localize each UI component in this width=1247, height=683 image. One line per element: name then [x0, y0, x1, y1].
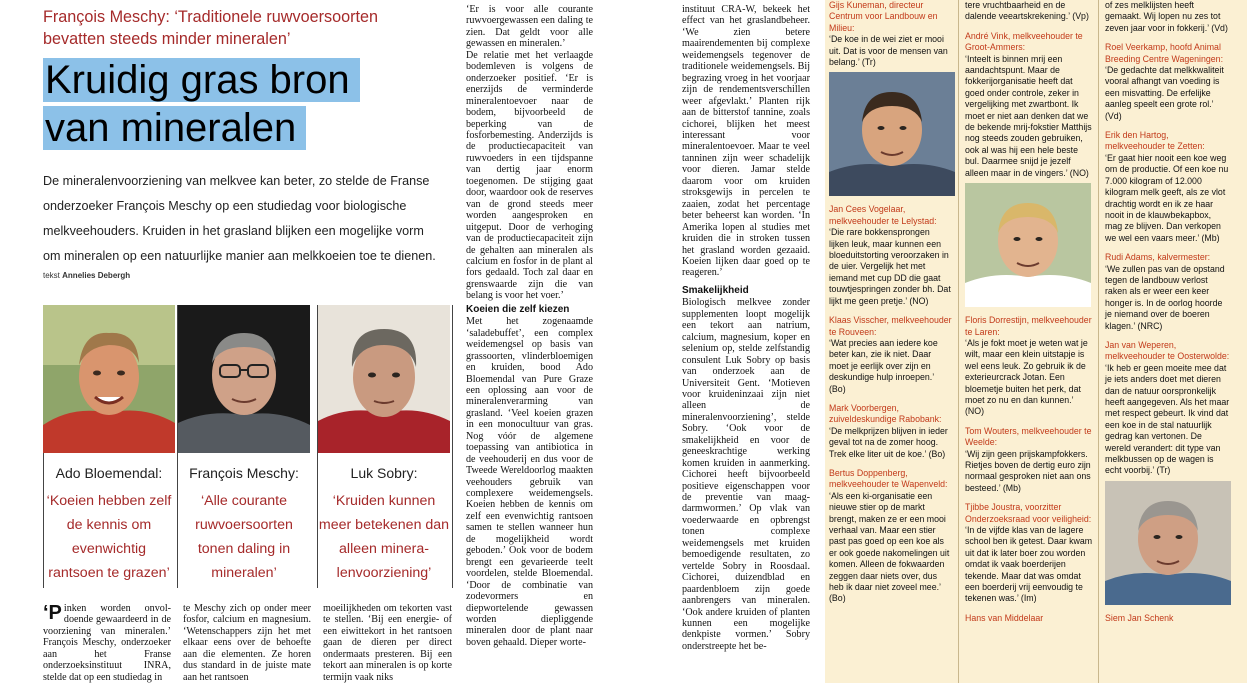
- quote-block: [829, 204, 952, 307]
- quote-speaker: Jan van Weperen, melkveehouder te Oosterwolde:: [1105, 339, 1230, 362]
- quote-speaker: Bertus Doppenberg, melkveehouder te Wapenveld:: [829, 467, 948, 490]
- quote-text: ‘We zullen pas van de opstand tegen de landbouw verlost raken als er weer een keer honger is. In de oorlog hoorde je niemand over de boeren klagen.’ (NRC): [1105, 263, 1225, 331]
- quotes-column-1: [829, 0, 952, 613]
- body-paragraph: ‘Er is voor alle courante ruwvoergewassen een daling te zien. Dat geldt voor alle gewassen en mineralen.’: [466, 4, 593, 50]
- quote-block: [965, 502, 1093, 605]
- quote-text: ‘Wat precies aan iedere koe beter kan, zie ik niet. Daar moet je eerlijk over zijn en deskundige hulp inroepen.’ (Bo): [829, 337, 938, 394]
- portrait-luk-sobry: [318, 305, 450, 588]
- byline-prefix: tekst: [43, 271, 60, 280]
- quote-text: ‘Als een ki-organisatie een nieuwe stier op de markt brengt, maken ze er een mooi verhaal van. Maar een stier past pas goed op een koe als er ook goede nakomelingen uit komen. Alleen de fokwaarden zeggen daar niets over, dus heb ik daar niet zoveel mee.’ (Bo): [829, 490, 950, 604]
- quote-text: ‘Die rare bokkensprongen lijken leuk, maar kunnen een bloeduitstorting veroorzaken in de uier. Vergelijk het met iemand met cup DD die gaat touwtjespringen zonder bh. Dat lijkt me geen pretje.’ (NO): [829, 227, 951, 306]
- speaker-photo: [1105, 481, 1231, 605]
- quote-speaker: Jan Cees Vogelaar, melkveehouder te Lelystad:: [829, 204, 937, 226]
- quote-speaker: Gijs Kuneman, directeur Centrum voor Landbouw en Milieu:: [829, 0, 938, 33]
- body-text: inken worden onvol-doende gewaardeerd in de voorziening van mineralen.’ François Meschy, onderzoeker aan het Franse onderzoeksinstituut INRA, stelde dat op een studiedag in: [43, 603, 171, 683]
- portrait-photo: [318, 305, 450, 453]
- quote-speaker: Floris Dorrestijn, melkveehouder te Laren:: [965, 315, 1092, 337]
- speaker-photo: [829, 72, 955, 196]
- quote-block: [829, 315, 952, 395]
- portrait-divider: [452, 305, 453, 588]
- body-column-5: [682, 4, 810, 652]
- quote-text: ‘Als je fokt moet je weten wat je wilt, maar een klein uitstapje is wel eens leuk. Zo gebruik ik de exterieurcrack Jotan. Een bloemetje buiten het perk, dat moet zo nu en dan kunnen.’ (NO): [965, 337, 1088, 417]
- dropcap: ‘P: [43, 602, 62, 624]
- section-heading: Koeien die zelf kiezen: [466, 303, 570, 315]
- quote-text: ‘De melkprijzen blijven in ieder geval tot na de zomer hoog. Trek elke liter uit de koe.’ (Bo): [829, 425, 948, 459]
- quote-text: ‘In de vijfde klas van de lagere school ben ik getest. Daar kwam uit dat ik later boer zou worden omdat ik vaak boerderijen tekende. Maar dat was omdat een boerderij vrij eenvoudig te tekenen was.’ (Im): [965, 525, 1093, 604]
- quote-block: [965, 315, 1093, 418]
- quote-block: [1105, 613, 1230, 624]
- portrait-quote: ‘Koeien hebben zelf de kennis om evenwichtig rantsoen te grazen’: [46, 493, 172, 581]
- quote-block: [1105, 130, 1230, 244]
- section-heading: Smakelijkheid: [682, 284, 749, 296]
- right-page: [642, 0, 1247, 683]
- quote-block: [965, 613, 1093, 624]
- quote-speaker: Tom Wouters, melkveehouder te Weelde:: [965, 425, 1092, 448]
- quote-speaker: Tjibbe Joustra, voorzitter Onderzoeksraad voor veiligheid:: [965, 502, 1092, 524]
- quote-text: ‘Wij zijn geen prijskampfokkers. Rietjes boven de dertig euro zijn normaal gesproken niet aan ons besteed.’ (Mb): [965, 448, 1091, 493]
- portrait-strip: [43, 305, 453, 588]
- portrait-quote: ‘Kruiden kunnen meer betekenen dan alleen minera-lenvoorziening’: [318, 493, 450, 581]
- portrait-photo: [178, 305, 310, 453]
- portrait-photo: [43, 305, 175, 453]
- body-paragraph: Met het zogenaamde ‘saladebuffet’, een complex weidemengsel op basis van grassoorten, vlinderbloemigen en kruiden, bood Ado Bloemendal van Pure Graze een oplossing aan voor de mineralenverarming van grasland. ‘Veel koeien grazen in een monocultuur van gras. Nog vóór de algemene toepassing van antibiotica in de veehouderij en dus voor de Tweede Wereldoorlog maakten veehouders gebruik van complexere weidemengsels. Koeien hebben de kennis om zelf een evenwichtig rantsoen samen te stellen wanneer hun de mogelijkheid wordt geboden.’ Ook voor de bodem brengt een gevarieerde teelt voordelen, stelde Bloemendal. ‘Door de combinatie van zodevormers en diepwortelende gewassen worden diepliggende mineralen door de plant naar boven gehaald. Dieper worte-: [466, 316, 593, 648]
- quote-text: ‘De koe in de wei ziet er mooi uit. Dat is voor de mensen van belang.’ (Tr): [829, 34, 948, 68]
- quote-block: [829, 0, 952, 196]
- body-column-1: [43, 603, 171, 683]
- article-intro: De mineralenvoorziening van melkvee kan beter, zo stelde de Franse onderzoeker François Meschy op een studiedag voor biologische melkveehouders. Kruiden in het grasland blijken een mogelijke vorm om mineralen op een natuurlijke manier aan melkkoeien toe te dienen.: [43, 174, 436, 263]
- quote-speaker: Erik den Hartog, melkveehouder te Zetten:: [1105, 130, 1205, 152]
- quote-text: ‘De gedachte dat melkkwaliteit vooral afhangt van voeding is een misvatting. De erfelijke aanleg speelt een grote rol.’ (Vd): [1105, 65, 1224, 121]
- portrait-name: Luk Sobry:: [350, 465, 418, 481]
- headline-line-1: Kruidig gras bron: [43, 58, 360, 102]
- quote-block: [965, 426, 1093, 494]
- article-headline: [43, 56, 393, 156]
- quote-text: ‘Inteelt is binnen mrij een aandachtspunt. Maar de fokkerijorganisatie heeft dat goed onder controle, zeker in vergelijking met zwartbont. Ik moet er niet aan denken dat we de bekende mrij-fokstier Matthijs nog steeds zouden gebruiken, ook al was hij een hele beste bul. Daarmee snijd je jezelf alleen maar in de vingers.’ (NO): [965, 53, 1092, 178]
- page-gutter: [612, 0, 642, 683]
- body-column-2: [183, 603, 311, 683]
- byline-author: Annelies Debergh: [62, 271, 131, 280]
- quote-block: [829, 468, 952, 605]
- quote-block: [829, 403, 952, 460]
- body-paragraph: instituut CRA-W, bekeek het effect van het graslandbeheer. ‘We zien betere maairendementen bij complexe weidemengsels tegenover de traditionele weidemengsels. Bij begrazing vroeg in het voorjaar zijn de rendementsverschillen weer afgevlakt.’ Planten rijk aan de bitterstof tannine, zoals cichorei, blijken het meest interessant voor mineralentoevoer. Maar te veel tanninen zijn weer schadelijk voor dieren. Jamar stelde daarom voor om kruiden stroksgewijs in percelen te zaaien, zodat het percentage beter beheerst kan worden. ‘In Amerika lopen al studies met kruiden die in stroken tussen het grasland worden gezaaid. Koeien lijken daar goed op te reageren.’: [682, 4, 810, 279]
- portrait-name: François Meschy:: [189, 465, 299, 481]
- quote-divider: [1098, 0, 1099, 683]
- quote-speaker: Mark Voorbergen, zuiveldeskundige Rabobank:: [829, 402, 942, 425]
- quote-block: [1105, 42, 1230, 122]
- portrait-francois-meschy: [178, 305, 310, 588]
- speaker-photo: [965, 183, 1091, 307]
- article-kicker: François Meschy: ‘Traditionele ruwvoersoorten bevatten steeds minder mineralen’: [43, 8, 378, 48]
- body-column-4: [466, 4, 593, 648]
- quote-speaker: André Vink, melkveehouder te Groot-Ammers:: [965, 30, 1083, 53]
- quotes-column-2: [965, 0, 1093, 632]
- quote-speaker: Roel Veerkamp, hoofd Animal Breeding Centre Wageningen:: [1105, 42, 1224, 64]
- quote-block: [1105, 0, 1230, 34]
- body-text: te Meschy zich op onder meer fosfor, calcium en magnesium. ‘Wetenschappers zijn het met elkaar eens over de behoefte aan die elementen. Ze horen dus standard in de juiste mate aan het rantsoen: [183, 603, 311, 683]
- body-text: moeilijkheden om tekorten vast te stellen. ‘Bij een energie- of een eiwittekort in het rantsoen gaan de dieren per direct ondermaats presteren. Bij een tekort aan mineralen is op korte termijn vaak niks: [323, 603, 452, 683]
- body-paragraph: Biologisch melkvee zonder supplementen loopt mogelijk een tekort aan natrium, calcium, magnesium, koper en selenium op, stelde zelfstandig consulent Luk Sobry op basis van onderzoek aan de Universiteit Gent. ‘Motieven voor kruideninzaai zijn niet alleen de mineralenvoorziening’, stelde Sobry. ‘Ook voor de smakelijkheid en voor de geneeskrachtige werking komen kruiden in aanmerking. Cichorei heeft bijvoorbeeld positieve eigenschappen voor de preventie van maag-darmwormen.’ Op vlak van voederwaarde en opbrengst tonen complexe weidemengsels met kruiden bemoedigende resultaten, zo vertelde Sobry in Roosdaal. Cichorei, duizendblad en paardenbloem zijn goede aanbrengers van mineralen. ‘Ook andere kruiden of planten kunnen een mogelijke denkpiste vormen.’ Sobry onderstreepte het be-: [682, 297, 810, 652]
- left-page: [0, 0, 612, 683]
- quotes-column-3: [1105, 0, 1230, 632]
- quote-block: [965, 31, 1093, 307]
- byline: [43, 271, 130, 280]
- portrait-name: Ado Bloemendal:: [55, 465, 163, 481]
- quotes-panel: [825, 0, 1247, 683]
- body-paragraph: De relatie met het verlaagde bodemleven is volgens de onderzoeker positief. ‘Er is enerzijds de verminderde mineralentoevoer naar de bodem, bijvoorbeeld de beperking van de fosforbemesting. Anderzijds is de productiecapaciteit van ruwvoeders in een tijdspanne van dertig jaar enorm toegenomen. De stijging gaat door, waardoor ook de reserves van de grond steeds meer worden aangesproken en uitgeput. Door de verhoging van de productiecapaciteit zijn de gehalten aan mineralen als calcium en fosfor in de plant al fors gedaald. Toch zal daar en grenswaarde zijn die van belang is voor het voer.’: [466, 49, 593, 302]
- quote-divider: [958, 0, 959, 683]
- quote-text: of zes melklijsten heeft gemaakt. Wij lopen nu zes tot zeven jaar voor in fokkerij.’ (Vd): [1105, 0, 1228, 33]
- portrait-quote: ‘Alle courante ruwvoersoorten tonen daling in mineralen’: [195, 493, 293, 581]
- quote-block: [1105, 340, 1230, 605]
- quote-speaker: Rudi Adams, kalvermester:: [1105, 252, 1211, 263]
- portrait-ado-bloemendal: [43, 305, 175, 588]
- headline-line-2: van mineralen: [43, 106, 306, 150]
- quote-speaker: Klaas Visscher, melkveehouder te Rouveen:: [829, 315, 952, 337]
- quote-block: [965, 0, 1093, 23]
- quote-text: tere vruchtbaarheid en de dalende veeartskrekening.’ (Vp): [965, 0, 1089, 22]
- body-column-3: [323, 603, 452, 683]
- quote-block: [1105, 252, 1230, 332]
- quote-speaker: Hans van Middelaar: [965, 612, 1044, 623]
- quote-speaker: Siem Jan Schenk: [1105, 612, 1174, 623]
- quote-text: ‘Er gaat hier nooit een koe weg om de productie. Of een koe nu 7.000 kilogram of 12.000 kilogram melk geeft, als ze vlot drachtig wordt en ik ze haar nooit in de klauwbekapbox, mag ze blijven. Dan verkopen we wel een vaars meer.’ (Mb): [1105, 152, 1229, 243]
- quote-text: ‘Ik heb er geen moeite mee dat je iets anders doet met dieren dan de natuur oorspronkelijk heeft aangegeven. Als het maar met respect gebeurt. Ik vind dat een koe in de stal natuurlijk gedrag kan vertonen. De wereld verandert: dit type van melkbussen op de wagen is echt voorbij.’ (Tr): [1105, 362, 1230, 476]
